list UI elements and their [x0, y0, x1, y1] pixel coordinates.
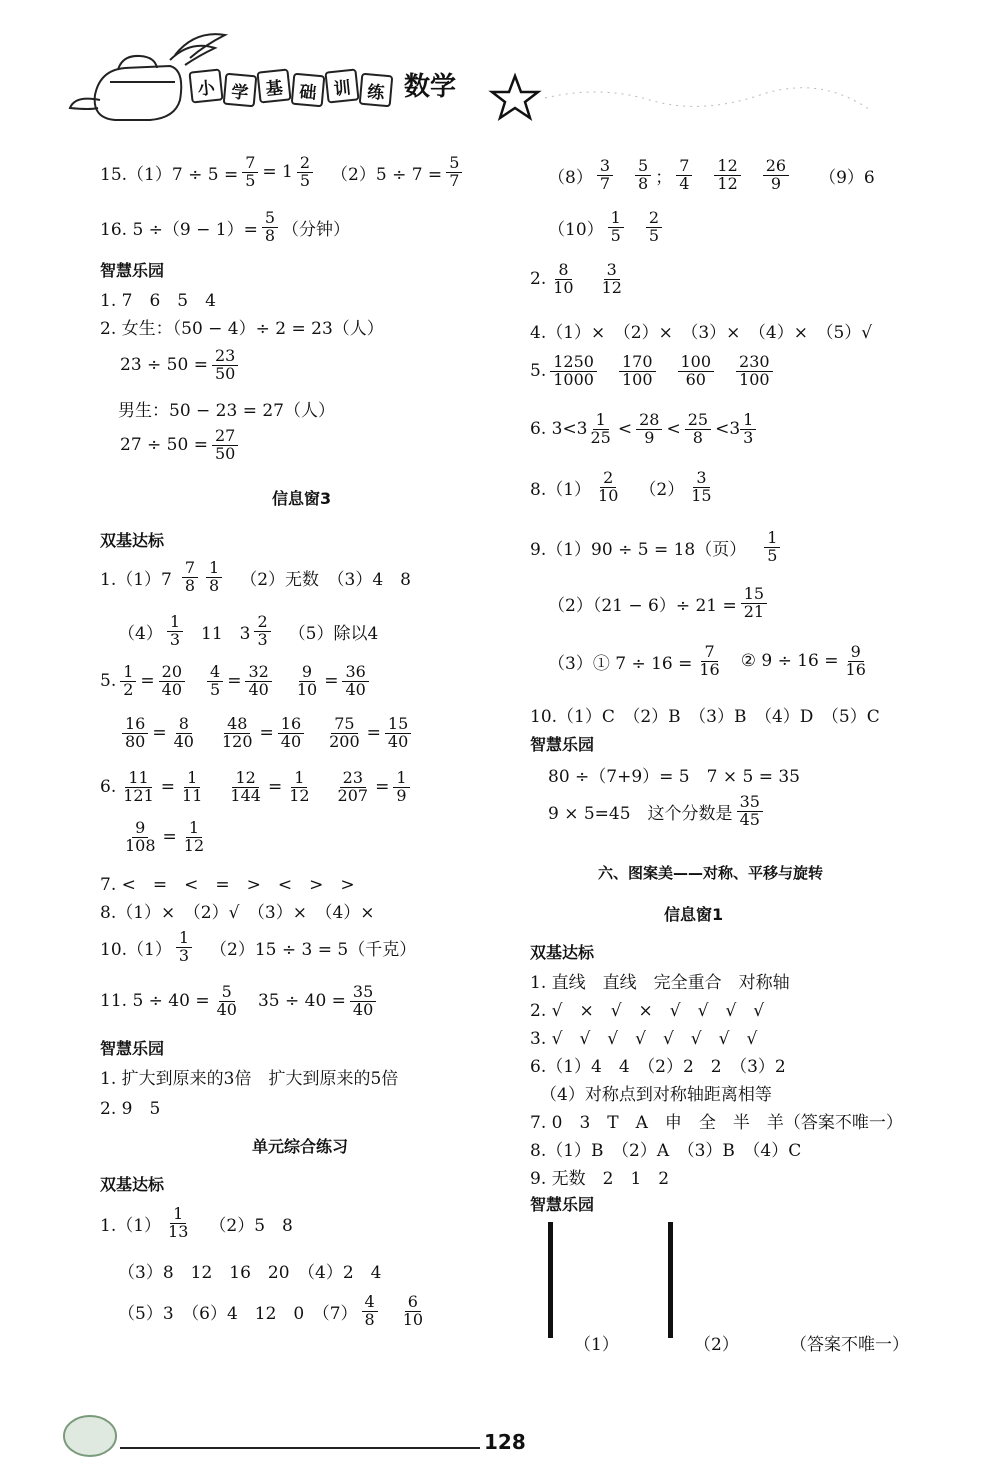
- denominator: 200: [329, 731, 360, 751]
- denominator: 40: [352, 999, 374, 1019]
- denominator: 16: [845, 659, 866, 679]
- numerator: 75: [331, 716, 357, 734]
- numerator: 8: [555, 262, 571, 280]
- grid-label-2: （2）: [694, 1335, 739, 1355]
- denominator: 5: [648, 225, 660, 245]
- section-title: 信息窗3: [272, 489, 332, 508]
- section-heading: 双基达标: [100, 1175, 165, 1194]
- answer-line: 9. 无数 2 1 2: [530, 1169, 670, 1189]
- text: （9）6: [819, 167, 875, 188]
- numerator: 1: [764, 530, 780, 548]
- denominator: 40: [280, 731, 302, 751]
- denominator: 12: [601, 277, 622, 297]
- denominator: 15: [691, 485, 712, 505]
- answer-line: [548, 794, 767, 829]
- denominator: 8: [209, 575, 220, 595]
- answer-line: 10.（1）C （2）B （3）B （4）D （5）C: [530, 707, 880, 727]
- text: 11 3: [201, 623, 251, 644]
- numerator: 5: [219, 984, 235, 1002]
- text: （2）（21 − 6）÷ 21 =: [548, 595, 737, 616]
- text: 15.（1）7 ÷ 5 =: [100, 164, 239, 185]
- numerator: 5: [635, 158, 651, 176]
- text: ；: [655, 167, 673, 188]
- text: <: [666, 419, 681, 440]
- text: <: [617, 419, 633, 440]
- denominator: 9: [644, 427, 655, 447]
- answer-line: 1. 扩大到原来的3倍 扩大到原来的5倍: [100, 1069, 399, 1089]
- numerator: 1: [393, 770, 409, 788]
- denominator: 60: [685, 369, 706, 389]
- denominator: 5: [610, 225, 621, 245]
- denominator: 40: [387, 731, 409, 751]
- numerator: 15: [741, 586, 767, 604]
- answer-line: [530, 412, 760, 447]
- denominator: 9: [770, 173, 782, 193]
- answer-6-row2: $\frac{9}{108}$ = $\frac{1}{12}$: [118, 820, 211, 855]
- text: 1.（1）7: [100, 569, 172, 590]
- answer-line: [548, 644, 873, 679]
- answer-line: [530, 530, 784, 565]
- answer-line: 男生：50 − 23 = 27（人）: [118, 401, 335, 421]
- page-header: [0, 0, 1000, 140]
- text: 8.（1）: [530, 479, 592, 500]
- numerator: 32: [245, 664, 271, 682]
- numerator: 5: [262, 210, 278, 228]
- denominator: 207: [337, 785, 369, 805]
- denominator: 5: [210, 679, 221, 699]
- numerator: 170: [619, 354, 656, 372]
- grid-answer-1: [548, 1222, 553, 1338]
- numerator: 27: [212, 428, 238, 446]
- numerator: 1: [167, 614, 183, 632]
- numerator: 15: [385, 716, 411, 734]
- denominator: 3: [178, 945, 190, 965]
- text: （5）除以4: [288, 623, 379, 644]
- answer-line: 3. √ √ √ √ √ √ √ √: [530, 1029, 758, 1049]
- numerator: 1: [291, 770, 307, 788]
- answer-line: 7. 0 3 T A 申 全 半 羊（答案不唯一）: [530, 1113, 903, 1133]
- denominator: 40: [216, 999, 237, 1019]
- section-heading: 智慧乐园: [100, 1039, 165, 1058]
- text: （2）5 ÷ 7 =: [331, 164, 443, 185]
- section-heading: 双基达标: [530, 943, 595, 962]
- numerator: 230: [736, 354, 773, 372]
- text: 9 × 5=45 这个分数是: [548, 803, 733, 824]
- numerator: 3: [693, 470, 709, 488]
- numerator: 7: [242, 155, 258, 173]
- denominator: 80: [125, 731, 146, 751]
- denominator: 16: [699, 659, 720, 679]
- text: <3: [715, 419, 741, 440]
- numerator: 1: [184, 770, 200, 788]
- answer-line: 1. 直线 直线 完全重合 对称轴: [530, 973, 790, 993]
- numerator: 100: [678, 354, 715, 372]
- leaf-icon: [64, 1416, 116, 1456]
- answer-5-row2: $\frac{16}{80}$ = $\frac{8}{40}$ $\frac{48}{120}$ = $\frac{16}{40}$ $\frac{75}{200}$ = $\frac{15}{40}$: [118, 716, 415, 751]
- numerator: 20: [159, 664, 185, 682]
- answer-line: [548, 210, 666, 245]
- answer-line: 2. 女生：（50 − 4）÷ 2 = 23（人）: [100, 319, 384, 339]
- answer-line: [530, 262, 629, 297]
- text: 5.: [530, 361, 547, 382]
- numerator: 7: [701, 644, 717, 662]
- denominator: 3: [257, 629, 268, 649]
- text: （4）: [118, 623, 163, 644]
- numerator: 4: [207, 664, 223, 682]
- denominator: 13: [168, 1221, 189, 1241]
- denominator: 8: [638, 173, 649, 193]
- denominator: 12: [717, 173, 738, 193]
- denominator: 5: [245, 170, 256, 190]
- denominator: 10: [296, 679, 318, 699]
- text: （2）: [639, 479, 685, 500]
- denominator: 3: [169, 629, 181, 649]
- denominator: 9: [396, 785, 407, 805]
- numerator: 1250: [550, 354, 597, 372]
- denominator: 40: [248, 679, 269, 699]
- answer-6-row1: 6. $\frac{11}{121}$ = $\frac{1}{11}$ $\frac{12}{144}$ = $\frac{1}{12}$ $\frac{23}{207}$ = $\frac{1}{9}$: [100, 770, 414, 805]
- page-number: 128: [484, 1430, 526, 1454]
- header-char: 练: [359, 73, 394, 108]
- denominator: 100: [621, 369, 653, 389]
- text: = 1: [262, 162, 293, 183]
- text: 6.: [100, 777, 117, 798]
- denominator: 12: [183, 835, 205, 855]
- grid-note: （答案不唯一）: [790, 1335, 909, 1355]
- answer-line: [120, 428, 242, 463]
- denominator: 40: [161, 679, 183, 699]
- text: 23 ÷ 50 =: [120, 355, 208, 376]
- text: （5）3 （6）4 12 0 （7）: [118, 1303, 358, 1324]
- denominator: 25: [590, 427, 611, 447]
- denominator: 10: [598, 485, 619, 505]
- text: （2）5 8: [209, 1215, 293, 1236]
- numerator: 48: [224, 716, 250, 734]
- denominator: 100: [739, 369, 770, 389]
- header-decoration: [0, 0, 1000, 140]
- text: （8）: [548, 167, 593, 188]
- numerator: 9: [848, 644, 864, 662]
- text: 35 ÷ 40 =: [257, 991, 346, 1012]
- text: （2）15 ÷ 3 = 5（千克）: [210, 939, 417, 960]
- text: 9.（1）90 ÷ 5 = 18（页）: [530, 539, 747, 560]
- header-char: 基: [256, 68, 291, 103]
- answer-line: 8.（1）B （2）A （3）B （4）C: [530, 1141, 802, 1161]
- text: ② 9 ÷ 16 =: [740, 651, 839, 672]
- answer-line: [548, 586, 771, 621]
- answer-line: [530, 354, 777, 389]
- denominator: 40: [345, 679, 366, 699]
- numerator: 2: [297, 155, 313, 173]
- numerator: 9: [132, 820, 148, 838]
- numerator: 1: [608, 210, 624, 228]
- answer-line: [120, 348, 242, 383]
- numerator: 6: [405, 1294, 421, 1312]
- text: 16. 5 ÷（9 − 1）=: [100, 219, 258, 240]
- text: 27 ÷ 50 =: [120, 435, 208, 456]
- numerator: 7: [676, 158, 692, 176]
- denominator: 45: [739, 809, 760, 829]
- numerator: 2: [600, 470, 616, 488]
- answer-16: [100, 210, 350, 245]
- answer-line: [530, 470, 719, 505]
- denominator: 10: [553, 277, 574, 297]
- section-heading: 双基达标: [100, 531, 165, 550]
- denominator: 144: [230, 785, 261, 805]
- denominator: 50: [214, 363, 236, 383]
- answer-line: [100, 1206, 293, 1241]
- header-char: 础: [291, 73, 326, 108]
- denominator: 2: [123, 679, 134, 699]
- denominator: 108: [125, 835, 156, 855]
- header-char: 小: [188, 68, 223, 103]
- answer-line: [548, 158, 875, 193]
- answer-line: 2. 9 5: [100, 1099, 161, 1119]
- numerator: 26: [763, 158, 789, 176]
- section-heading: 智慧乐园: [100, 261, 165, 280]
- numerator: 12: [714, 158, 740, 176]
- answer-line: [100, 984, 380, 1019]
- numerator: 9: [299, 664, 315, 682]
- denominator: 7: [599, 173, 611, 193]
- numerator: 1: [206, 560, 222, 578]
- header-subject: 数学: [404, 72, 457, 102]
- numerator: 35: [737, 794, 763, 812]
- answer-line: [118, 1294, 430, 1329]
- denominator: 12: [289, 785, 310, 805]
- numerator: 25: [685, 412, 711, 430]
- answer-15: [100, 155, 466, 190]
- numerator: 1: [593, 412, 609, 430]
- answer-line: [118, 614, 378, 649]
- answer-5-row1: 5. $\frac{1}{2}$ = $\frac{20}{40}$ $\frac{4}{5}$ = $\frac{32}{40}$ $\frac{9}{10}$ = $\frac{36}{40}$: [100, 664, 373, 699]
- numerator: 35: [350, 984, 376, 1002]
- answer-line: 8.（1）× （2）√ （3）× （4）×: [100, 903, 375, 923]
- numerator: 3: [597, 158, 613, 176]
- numerator: 5: [446, 155, 462, 173]
- answer-line: [100, 930, 416, 965]
- denominator: 40: [173, 731, 194, 751]
- text: 6. 3<3: [530, 419, 588, 440]
- text: （2）无数 （3）4 8: [240, 569, 411, 590]
- answer-line: 7. < = < = > < > >: [100, 875, 355, 895]
- numerator: 2: [646, 210, 662, 228]
- numerator: 23: [340, 770, 366, 788]
- header-title: [190, 70, 456, 106]
- numerator: 1: [740, 412, 756, 430]
- answer-line: 2. √ × √ × √ √ √ √: [530, 1001, 765, 1021]
- numerator: 12: [232, 770, 258, 788]
- denominator: 120: [221, 731, 253, 751]
- denominator: 1000: [553, 369, 594, 389]
- text: 10.（1）: [100, 939, 172, 960]
- grid-answer-2: [668, 1222, 673, 1338]
- denominator: 8: [692, 427, 703, 447]
- chapter-title: 六、图案美——对称、平移与旋转: [598, 864, 824, 882]
- section-heading: 智慧乐园: [530, 735, 595, 754]
- text: （10）: [548, 219, 604, 240]
- numerator: 16: [278, 716, 304, 734]
- denominator: 7: [449, 170, 460, 190]
- denominator: 8: [264, 225, 276, 245]
- section-heading: 智慧乐园: [530, 1195, 595, 1214]
- denominator: 121: [123, 785, 154, 805]
- numerator: 7: [182, 560, 198, 578]
- numerator: 2: [254, 614, 270, 632]
- section-title: 单元综合练习: [252, 1137, 349, 1156]
- numerator: 3: [604, 262, 620, 280]
- numerator: 36: [342, 664, 368, 682]
- star-icon: [492, 76, 538, 118]
- denominator: 8: [364, 1309, 375, 1329]
- text: （3）① 7 ÷ 16 =: [548, 653, 693, 674]
- header-char: 训: [324, 68, 359, 103]
- denominator: 4: [679, 173, 690, 193]
- text: （分钟）: [282, 219, 351, 240]
- numerator: 1: [186, 820, 202, 838]
- numerator: 28: [636, 412, 662, 430]
- denominator: 10: [402, 1309, 424, 1329]
- text: 2.: [530, 269, 547, 290]
- denominator: 8: [184, 575, 196, 595]
- answer-line: （4）对称点到对称轴距离相等: [540, 1085, 772, 1105]
- denominator: 11: [182, 785, 203, 805]
- answer-line: （3）8 12 16 20 （4）2 4: [118, 1263, 382, 1283]
- numerator: 1: [120, 664, 136, 682]
- text: 5.: [100, 671, 117, 692]
- denominator: 5: [299, 170, 311, 190]
- answer-line: 4.（1）× （2）× （3）× （4）× （5）√: [530, 323, 873, 343]
- numerator: 4: [362, 1294, 378, 1312]
- numerator: 1: [170, 1206, 186, 1224]
- answer-line: 6.（1）4 4 （2）2 2 （3）2: [530, 1057, 786, 1077]
- answer-line: 1. 7 6 5 4: [100, 291, 216, 311]
- answer-line: [100, 560, 411, 595]
- section-title: 信息窗1: [664, 905, 724, 924]
- text: 1.（1）: [100, 1215, 162, 1236]
- denominator: 21: [743, 601, 765, 621]
- denominator: 3: [743, 427, 754, 447]
- header-char: 学: [223, 73, 258, 108]
- numerator: 16: [122, 716, 148, 734]
- numerator: 23: [212, 348, 238, 366]
- denominator: 5: [767, 545, 778, 565]
- grid-label-1: （1）: [574, 1335, 619, 1355]
- numerator: 11: [125, 770, 151, 788]
- text: 11. 5 ÷ 40 =: [100, 991, 210, 1012]
- page-footer: [0, 1400, 1000, 1472]
- denominator: 50: [214, 443, 236, 463]
- answer-line: 80 ÷（7+9）= 5 7 × 5 = 35: [548, 767, 800, 787]
- numerator: 1: [176, 930, 192, 948]
- numerator: 8: [176, 716, 192, 734]
